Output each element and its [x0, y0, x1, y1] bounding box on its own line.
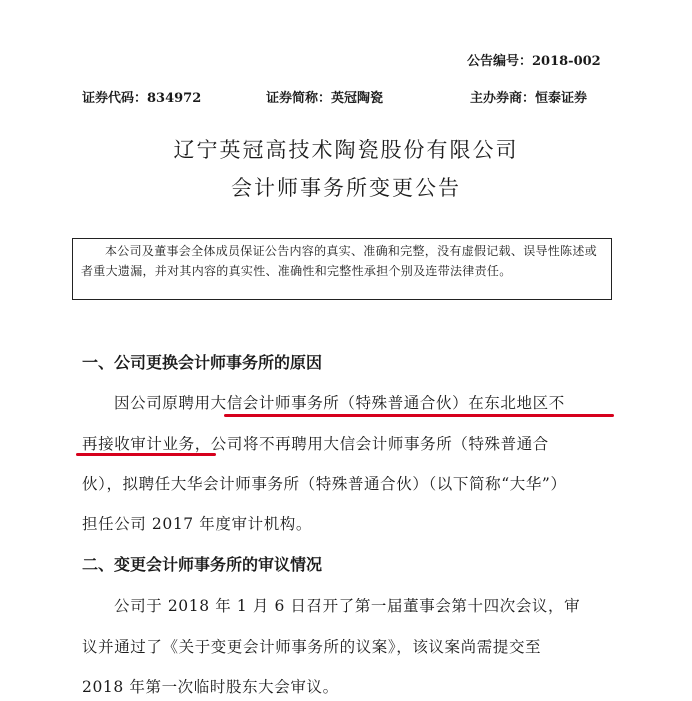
highlight-underline-1 — [224, 414, 614, 417]
section1-line-3: 伙），拟聘任大华会计师事务所（特殊普通合伙）（以下简称“大华”） — [82, 475, 567, 493]
section2-heading: 二、变更会计师事务所的审议情况 — [82, 555, 323, 574]
section1-line-2: 再接收审计业务，公司将不再聘用大信会计师事务所（特殊普通合 — [82, 435, 549, 453]
section1-line-4: 担任公司 2017 年度审计机构。 — [82, 515, 313, 533]
section1-heading: 一、公司更换会计师事务所的原因 — [82, 353, 323, 372]
section2-line-1: 公司于 2018 年 1 月 6 日召开了第一届董事会第十四次会议，审 — [114, 597, 581, 615]
company-title: 辽宁英冠高技术陶瓷股份有限公司 — [173, 138, 519, 162]
stock-name: 证券简称：英冠陶瓷 — [266, 91, 384, 106]
section2-line-2: 议并通过了《关于变更会计师事务所的议案》，该议案尚需提交至 — [82, 638, 542, 656]
announcement-number: 公告编号：2018-002 — [467, 54, 601, 69]
broker: 主办券商：恒泰证券 — [470, 91, 588, 106]
disclaimer-box: 本公司及董事会全体成员保证公告内容的真实、准确和完整，没有虚假记载、误导性陈述或者重大遗漏，并对其内容的真实性、准确性和完整性承担个别及连带法律责任。 — [72, 238, 612, 300]
stock-code: 证券代码：834972 — [82, 91, 202, 106]
section1-line-1: 因公司原聘用大信会计师事务所（特殊普通合伙）在东北地区不 — [114, 394, 565, 412]
highlight-underline-2 — [76, 453, 216, 456]
document-subject: 会计师事务所变更公告 — [231, 176, 461, 200]
section2-line-3: 2018 年第一次临时股东大会审议。 — [82, 678, 339, 696]
